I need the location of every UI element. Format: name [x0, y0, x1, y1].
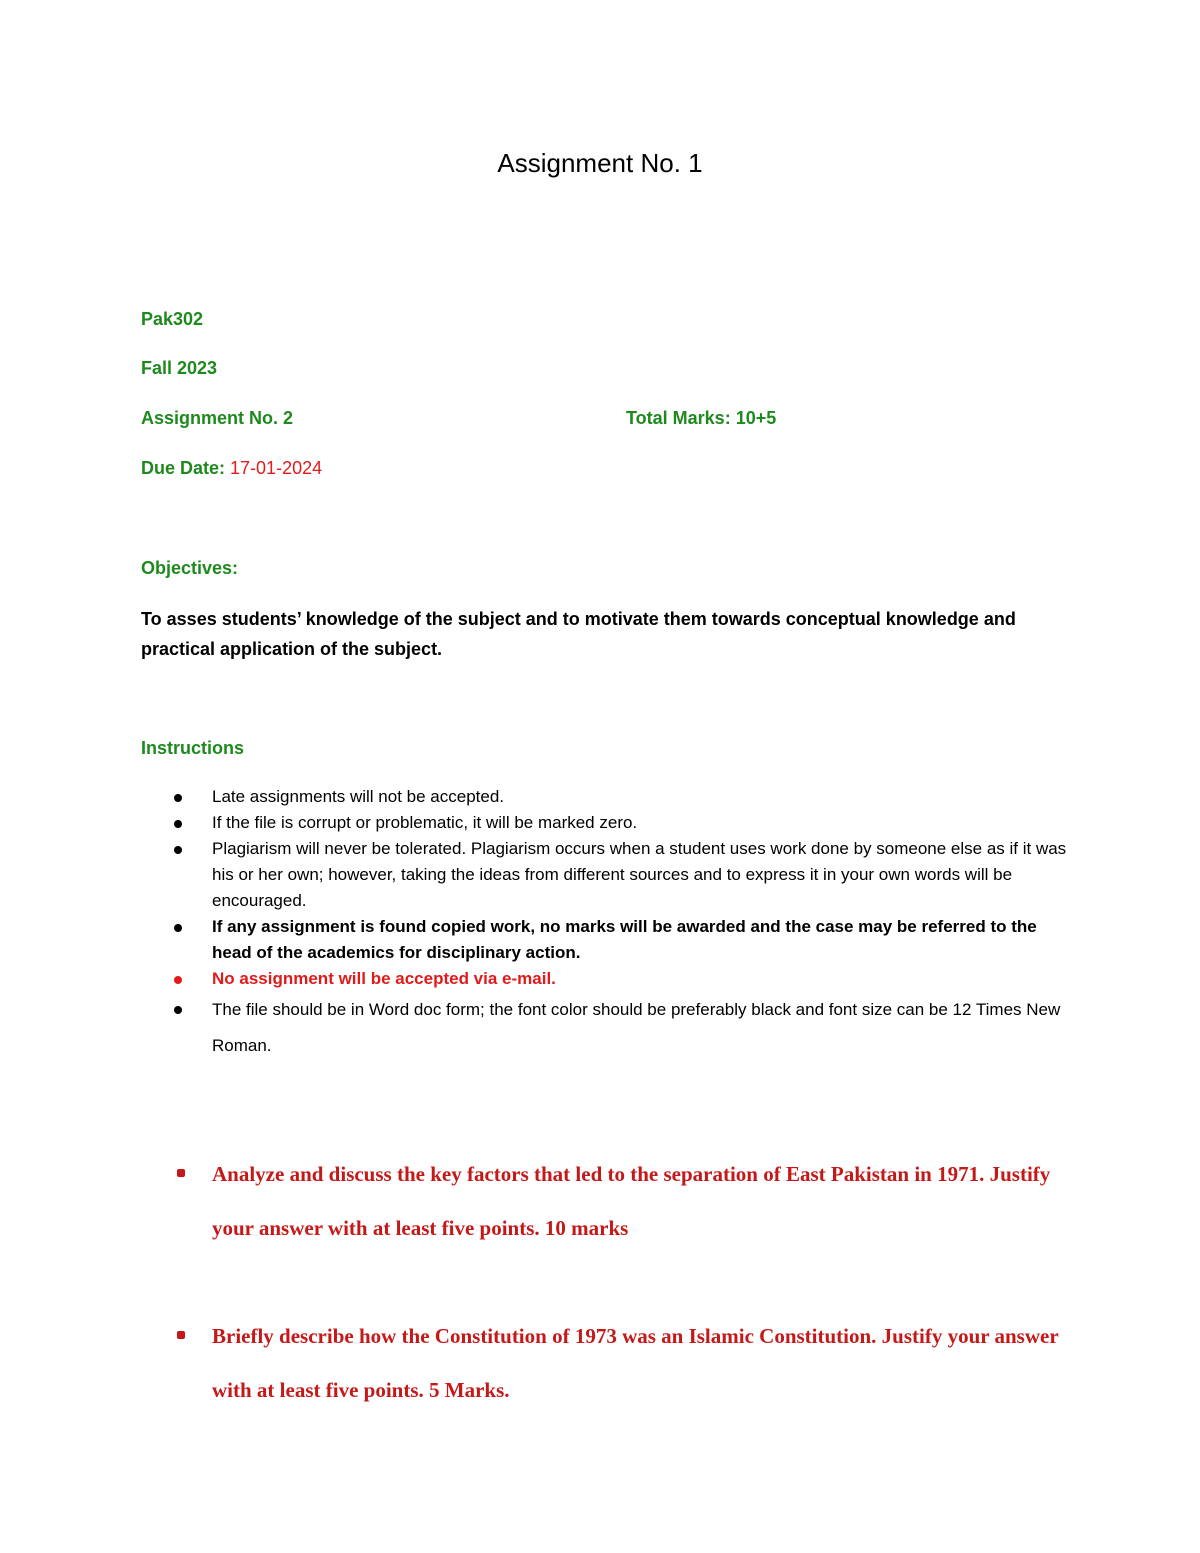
question-1: Analyze and discuss the key factors that led to the separation of East Pakistan in 1971. Justify your answer with at least five points. 10 marks: [141, 1147, 1081, 1255]
bullet-icon: [174, 820, 182, 828]
instruction-item: If the file is corrupt or problematic, it will be marked zero.: [141, 810, 1081, 836]
instruction-item: No assignment will be accepted via e-mail.: [141, 966, 1081, 992]
page-title: Assignment No. 1: [497, 148, 703, 178]
bullet-icon: [174, 846, 182, 854]
instructions-list: [141, 784, 1081, 1064]
objectives-heading: Objectives:: [141, 558, 239, 578]
question-2: Briefly describe how the Constitution of 1973 was an Islamic Constitution. Justify your answer with at least five points. 5 Marks.: [141, 1309, 1081, 1417]
instructions-heading: Instructions: [141, 738, 245, 758]
bullet-icon: [174, 1006, 182, 1014]
assignment-number: Assignment No. 2: [141, 408, 294, 428]
course-code: Pak302: [141, 309, 204, 329]
total-marks: Total Marks: 10+5: [626, 408, 777, 428]
semester: Fall 2023: [141, 358, 218, 378]
due-date-label: Due Date:: [141, 458, 226, 478]
bullet-icon: [177, 1331, 185, 1339]
bullet-icon: [174, 924, 182, 932]
instruction-item: If any assignment is found copied work, no marks will be awarded and the case may be referred to the head of the academics for disciplinary action.: [141, 914, 1081, 966]
instruction-item: Late assignments will not be accepted.: [141, 784, 1081, 810]
bullet-icon: [177, 1169, 185, 1177]
bullet-icon: [174, 976, 182, 984]
due-date-value: 17-01-2024: [230, 458, 323, 478]
objectives-text: To asses students’ knowledge of the subject and to motivate them towards conceptual knowledge and practical application of the subject.: [141, 609, 1016, 659]
bullet-icon: [174, 794, 182, 802]
due-date: [141, 455, 322, 481]
instruction-item: Plagiarism will never be tolerated. Plagiarism occurs when a student uses work done by someone else as if it was his or her own; however, taking the ideas from different sources and to express it in your own words will be encouraged.: [141, 836, 1081, 914]
instruction-item: The file should be in Word doc form; the font color should be preferably black and font size can be 12 Times New Roman.: [141, 992, 1081, 1064]
